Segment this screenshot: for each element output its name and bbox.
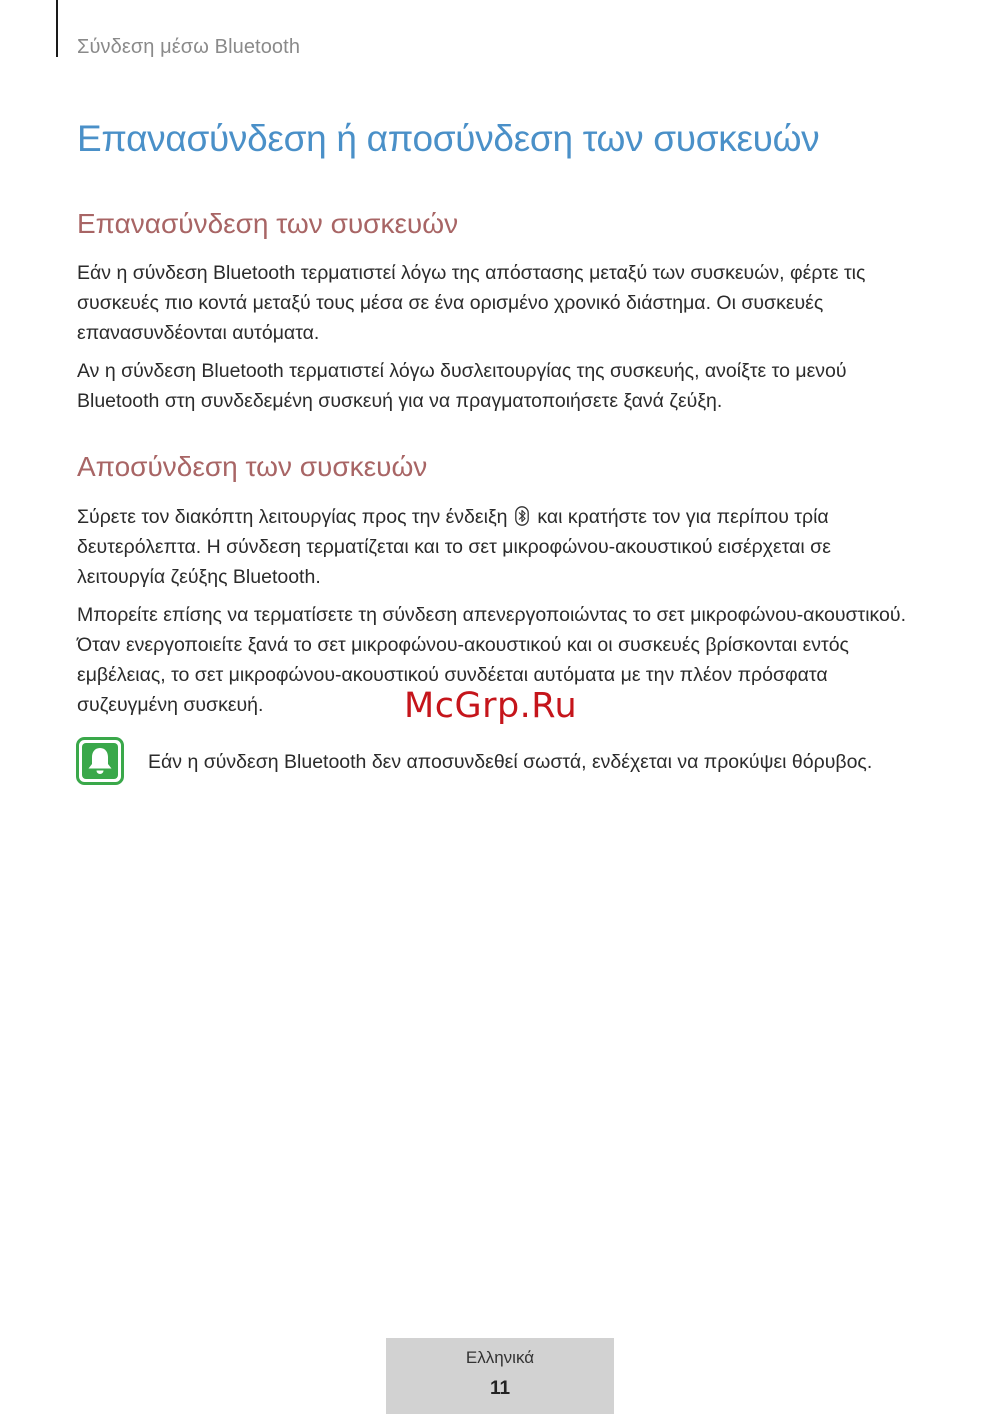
note-text: Εάν η σύνδεση Bluetooth δεν αποσυνδεθεί σωστά, ενδέχεται να προκύψει θόρυβος. bbox=[148, 751, 873, 773]
breadcrumb: Σύνδεση μέσω Bluetooth bbox=[77, 36, 301, 58]
footer-language: Ελληνικά bbox=[465, 1348, 535, 1367]
disconnect-paragraph-1-end: και κρατήστε τον για περίπου τρία δευτερόλεπτα. Η σύνδεση τερματίζεται και το σετ μικροφώνου-ακουστικού εισέρχεται σε λειτουργία ζεύξης Bluetooth. bbox=[77, 506, 831, 588]
disconnect-paragraph-1 bbox=[77, 502, 907, 592]
disconnect-paragraph-1-start: Σύρετε τον διακόπτη λειτουργίας προς την ένδειξη bbox=[77, 506, 508, 528]
page-number: 11 bbox=[489, 1378, 511, 1399]
page-title: Επανασύνδεση ή αποσύνδεση των συσκευών bbox=[77, 118, 820, 159]
bell-icon bbox=[76, 737, 124, 785]
header-rule bbox=[56, 0, 58, 57]
watermark: McGrp.Ru bbox=[404, 686, 578, 726]
reconnect-paragraph-2: Αν η σύνδεση Bluetooth τερματιστεί λόγω δυσλειτουργίας της συσκευής, ανοίξτε το μενού Bluetooth στη συνδεδεμένη συσκευή για να πραγματοποιήσετε ξανά ζεύξη. bbox=[77, 360, 847, 412]
reconnect-paragraph-1: Εάν η σύνδεση Bluetooth τερματιστεί λόγω της απόστασης μεταξύ των συσκευών, φέρτε τις συσκευές πιο κοντά μεταξύ τους μέσα σε ένα ορισμένο χρονικό διάστημα. Οι συσκευές επανασυνδέονται αυτόματα. bbox=[77, 262, 866, 344]
footer bbox=[386, 1338, 614, 1414]
section-title-disconnect: Αποσύνδεση των συσκευών bbox=[77, 451, 428, 482]
disconnect-paragraph-2: Μπορείτε επίσης να τερματίσετε τη σύνδεση απενεργοποιώντας το σετ μικροφώνου-ακουστικού. Όταν ενεργοποιείτε ξανά το σετ μικροφώνου-ακουστικού και οι συσκευές βρίσκονται εντός εμβέλειας, το σετ μικροφώνου-ακουστικού συνδέεται αυτόματα με την πλέον πρόσφατα συζευγμένη συσκευή. bbox=[77, 604, 906, 716]
section-title-reconnect: Επανασύνδεση των συσκευών bbox=[77, 208, 459, 239]
bluetooth-icon bbox=[515, 506, 529, 526]
